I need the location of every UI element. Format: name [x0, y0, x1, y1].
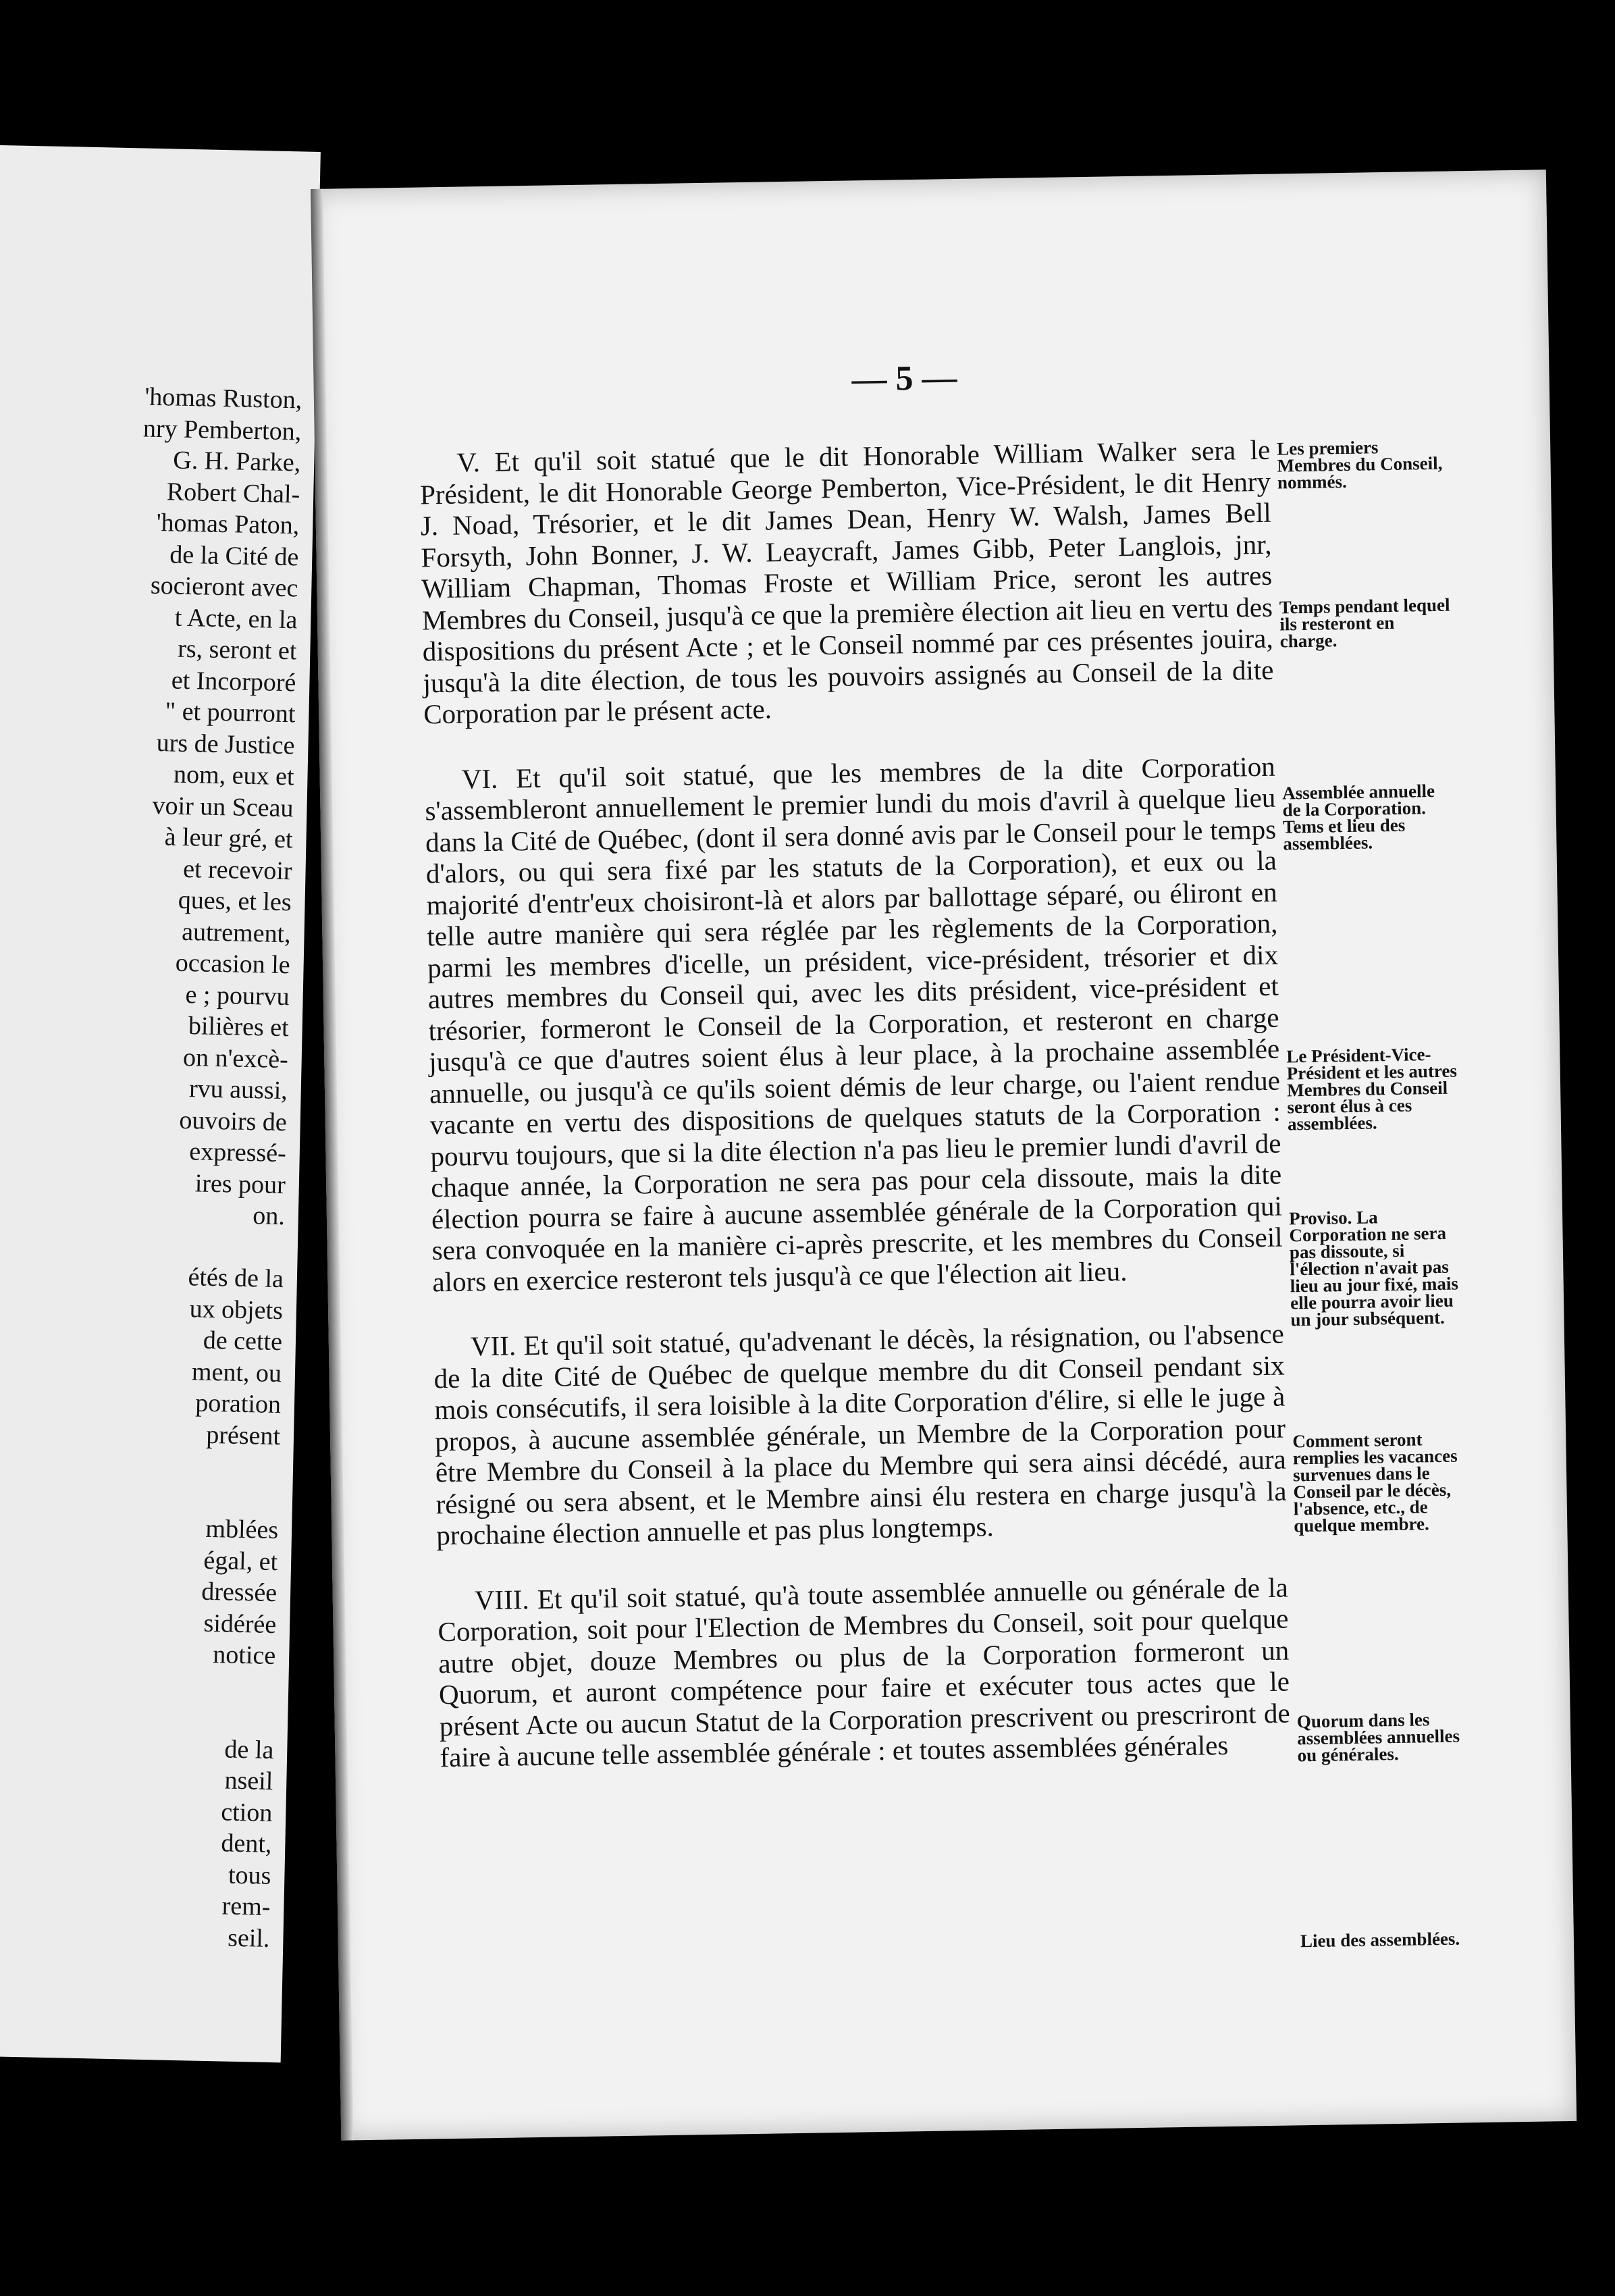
sidenote-temps-charge: Temps pendant lequel ils resteront en charge. — [1279, 594, 1450, 652]
left-page-line: dent, — [221, 1829, 272, 1858]
left-page-line: urs de Justice — [156, 728, 295, 760]
left-page-line: " et pourront — [165, 697, 296, 729]
left-page-line: 'homas Paton, — [156, 508, 300, 540]
body-text — [419, 434, 1291, 1807]
left-page-line: 'homas Ruston, — [144, 382, 302, 415]
left-page-line — [0, 1446, 280, 1484]
sidenote-lieu-assemblees: Lieu des assemblées. — [1300, 1928, 1460, 1952]
left-page-line: on n'excè- — [182, 1043, 289, 1074]
section-vii: VII. Et qu'il soit statué, qu'advenant le décès, la résignation, ou l'absence de la dite Cité de Québec de quelque membre du dit Conseil pendant six mois consécutifs, il sera loisible à la dite Corporation d'élire, si elle le juge à propos, à aucune assemblée générale, un Membre de la Corporation pour être Membre du Conseil à la place du Membre qui sera ainsi décédé, aura résigné ou sera absent, et le Membre ainsi élu restera en charge jusqu'à la prochaine élection annuelle et pas plus longtemps. — [433, 1317, 1287, 1551]
sidenote-president-election: Le Président-Vice-Président et les autres Membres du Conseil seront élus à ces assemblées. — [1286, 1044, 1458, 1134]
left-page-line: notice — [212, 1640, 276, 1671]
left-page-line: et Incorporé — [171, 665, 296, 697]
left-page-line: seil. — [227, 1923, 270, 1953]
left-page-line: ux objets — [189, 1294, 284, 1325]
page-number: — 5 — — [851, 358, 957, 399]
left-page-line: dressée — [201, 1577, 277, 1608]
left-page-line: de la Cité de — [169, 540, 299, 571]
left-page-line: et recevoir — [182, 854, 293, 885]
left-page-line: ouvoirs de — [179, 1105, 288, 1137]
left-page — [0, 145, 321, 2062]
left-page-line: e ; pourvu — [185, 980, 290, 1011]
left-page-line: on. — [252, 1201, 286, 1231]
left-page-line: bilières et — [188, 1012, 290, 1043]
sidenote-proviso: Proviso. La Corporation ne sera pas dissoute, si l'élection n'avait pas lieu au jour fixé, mais elle pourra avoir lieu un jour subséquent. — [1288, 1207, 1459, 1330]
left-page-line: ques, et les — [178, 885, 292, 917]
left-page-line — [0, 1665, 275, 1703]
left-page-line: présent — [205, 1420, 281, 1451]
left-page-line: de la — [224, 1734, 274, 1765]
left-page-line: ires pour — [194, 1168, 286, 1199]
sidenote-premiers-membres: Les premiers Membres du Conseil, nommés. — [1276, 437, 1443, 493]
left-page-line — [0, 1696, 275, 1734]
sidenote-assemblee-annuelle: Assemblée annuelle de la Corporation. Tems et lieu des assemblées. — [1281, 780, 1435, 854]
left-page-line — [0, 1477, 280, 1515]
left-page-line: autrement, — [181, 917, 292, 948]
left-page-line: nom, eux et — [173, 760, 294, 791]
left-page-line: rvu aussi, — [188, 1074, 288, 1105]
left-page-line: rs, seront et — [177, 634, 297, 666]
left-page-line: à leur gré, et — [164, 823, 293, 854]
left-page-line: voir un Sceau — [152, 791, 294, 823]
left-page-line: Robert Chal- — [166, 477, 300, 508]
left-page-text — [0, 378, 302, 1954]
left-page-line: occasion le — [175, 948, 291, 980]
left-page-line: poration — [194, 1388, 282, 1419]
section-viii: VIII. Et qu'il soit statué, qu'à toute assemblée annuelle ou générale de la Corporation, soit pour l'Election de Membres du Conseil, soit pour quelque autre objet, douze Membres ou plus de la Corporation formeront un Quorum, et auront compétence pour faire et exécuter tous actes que le présent Acte ou aucun Statut de la Corporation prescrivent ou prescriront de faire à aucune telle assemblée générale : et toutes assemblées générales — [438, 1571, 1290, 1773]
left-page-line: G. H. Parke, — [172, 446, 301, 477]
sidenote-vacances: Comment seront remplies les vacances survenues dans le Conseil par le décès, l'absence, etc., de quelque membre. — [1292, 1429, 1458, 1536]
left-page-line: tous — [228, 1860, 271, 1890]
left-page-line: ction — [220, 1797, 273, 1827]
section-vi: VI. Et qu'il soit statué, que les membres de la dite Corporation s'assembleront annuellement le premier lundi du mois d'avril à quelque lieu dans la Cité de Québec, (dont il sera donné avis par le Conseil pour le temps d'alors, ou qui sera fixé par les statuts de la Corporation), et eux ou la majorité d'entr'eux choisiront-là et alors par ballottage séparé, ou éliront en telle autre manière qui sera réglée par les règlements de la Corporation, parmi les membres d'icelle, un président, vice-président, trésorier et dix autres membres du Conseil qui, avec les dits président, vice-président et trésorier, formeront le Conseil de la Corporation, et resteront en charge jusqu'à ce que d'autres soient élus à leur place, à la prochaine assemblée annuelle, ou jusqu'à ce qu'ils soient démis de leur charge, ou l'aient rendue vacante en vertu des dispositions de quelques statuts de la Corporation : pourvu toujours, que si la dite élection n'a pas lieu le premier lundi d'avril de chaque année, la Corporation ne sera pas pour cela dissoute, mais la dite élection pourra se faire à aucune assemblée générale de la Corporation qui sera convoquée en la manière ci-après prescrite, et les membres du Conseil alors en exercice resteront tels jusqu'à ce que l'élection ait lieu. — [425, 750, 1283, 1297]
left-page-line: ment, ou — [191, 1357, 282, 1388]
document-page — [311, 169, 1577, 2140]
left-page-line: étés de la — [188, 1263, 284, 1294]
left-page-line: expressé- — [188, 1137, 287, 1168]
section-v: V. Et qu'il soit statué que le dit Honorable William Walker sera le Président, le dit Honorable George Pemberton, Vice-Président, le dit Henry J. Noad, Trésorier, et le dit James Dean, Henry W. Walsh, James Bell Forsyth, John Bonner, J. W. Leaycraft, James Gibb, Peter Langlois, jnr, William Chapman, Thomas Froste et William Price, seront les autres Membres du Conseil, jusqu'à ce que la première élection ait lieu en vertu des dispositions du présent Acte ; et le Conseil nommé par ces présentes jouira, jusqu'à la dite élection, de tous les pouvoirs assignés au Conseil de la dite Corporation par le présent acte. — [419, 434, 1274, 730]
left-page-line: nry Pemberton, — [142, 414, 302, 446]
left-page-line: mblées — [205, 1514, 279, 1545]
left-page-line: égal, et — [203, 1546, 278, 1576]
left-page-line: nseil — [224, 1766, 273, 1796]
left-page-line: rem- — [221, 1891, 271, 1921]
left-page-line: de cette — [203, 1326, 283, 1357]
left-page-line: socieront avec — [150, 571, 298, 603]
left-page-line: t Acte, en la — [174, 603, 298, 634]
sidenote-quorum: Quorum dans les assemblées annuelles ou générales. — [1296, 1709, 1460, 1766]
left-page-line: sidérée — [203, 1609, 277, 1639]
